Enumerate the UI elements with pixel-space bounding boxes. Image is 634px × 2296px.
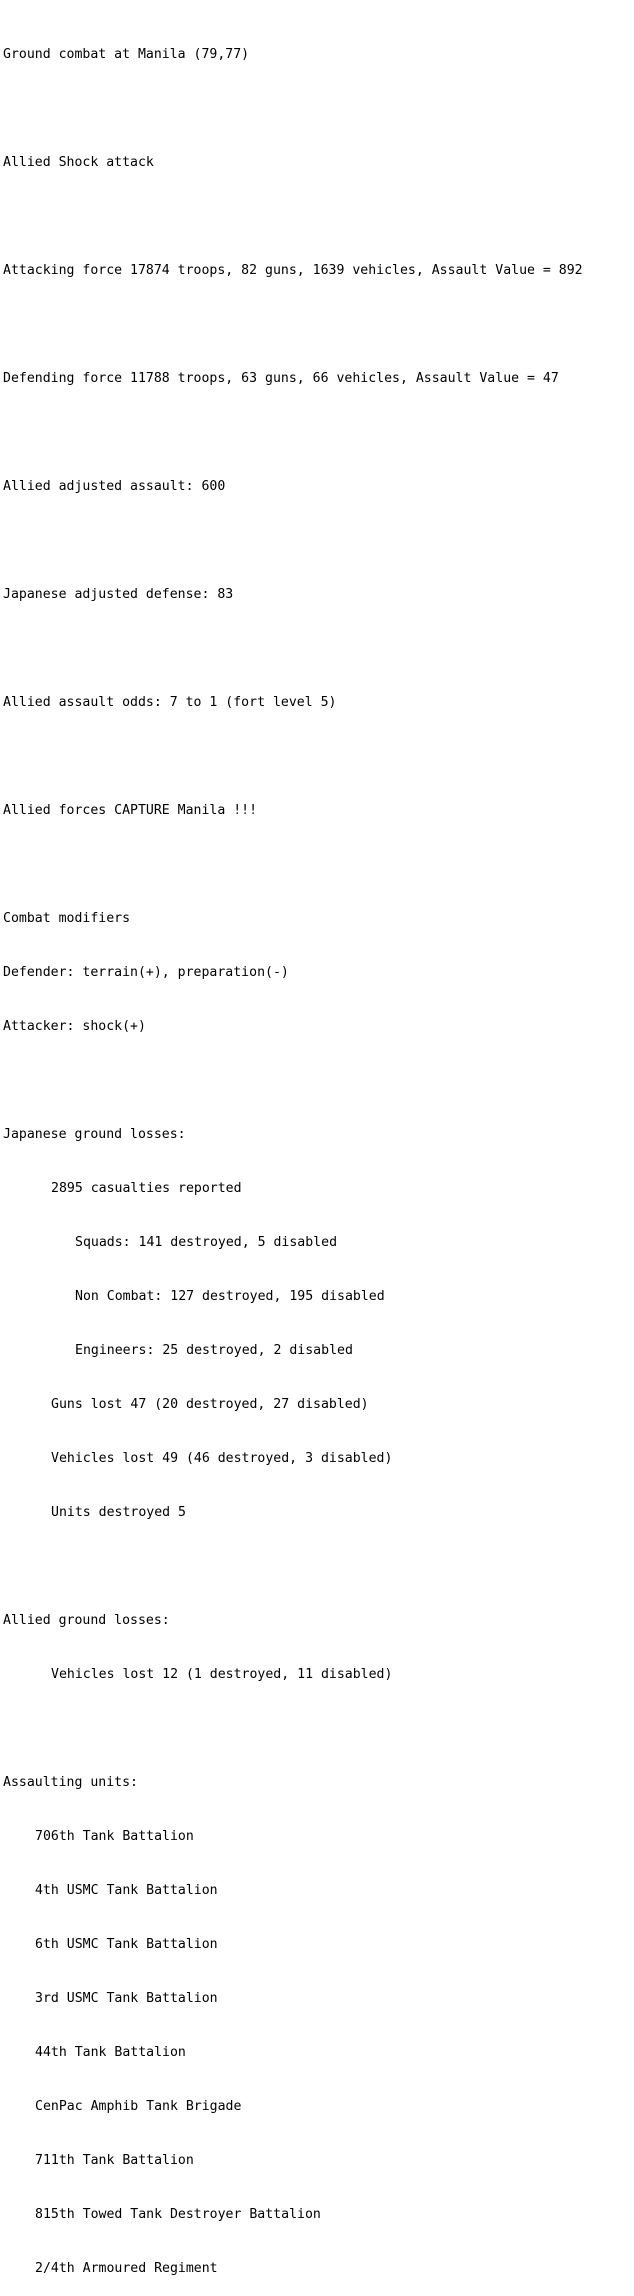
- japanese-casualties: 2895 casualties reported: [51, 1181, 242, 1196]
- combat-report: [3, 10, 583, 2296]
- defending-force: Defending force 11788 troops, 63 guns, 66 vehicles, Assault Value = 47: [3, 371, 559, 386]
- spacer: [3, 100, 583, 118]
- assaulting-unit: 815th Towed Tank Destroyer Battalion: [35, 2207, 321, 2222]
- defender-modifiers: Defender: terrain(+), preparation(-): [3, 965, 289, 980]
- spacer: [3, 640, 583, 658]
- spacer: [3, 1720, 583, 1738]
- allied-vehicles-lost: Vehicles lost 12 (1 destroyed, 11 disabled): [51, 1667, 393, 1682]
- spacer: [3, 208, 583, 226]
- japanese-engineers-lost: Engineers: 25 destroyed, 2 disabled: [75, 1343, 353, 1358]
- japanese-squads-lost: Squads: 141 destroyed, 5 disabled: [75, 1235, 338, 1250]
- attacking-force: Attacking force 17874 troops, 82 guns, 1639 vehicles, Assault Value = 892: [3, 263, 583, 278]
- japanese-non-combat-lost: Non Combat: 127 destroyed, 195 disabled: [75, 1289, 385, 1304]
- attack-type: Allied Shock attack: [3, 155, 154, 170]
- assaulting-unit: 44th Tank Battalion: [35, 2045, 186, 2060]
- report-header: Ground combat at Manila (79,77): [3, 47, 250, 62]
- spacer: [3, 1072, 583, 1090]
- japanese-losses-title: Japanese ground losses:: [3, 1127, 186, 1142]
- assaulting-unit: 3rd USMC Tank Battalion: [35, 1991, 218, 2006]
- japanese-vehicles-lost: Vehicles lost 49 (46 destroyed, 3 disabled): [51, 1451, 393, 1466]
- spacer: [3, 424, 583, 442]
- assaulting-unit: 4th USMC Tank Battalion: [35, 1883, 218, 1898]
- japanese-adjusted-defense: Japanese adjusted defense: 83: [3, 587, 234, 602]
- spacer: [3, 316, 583, 334]
- spacer: [3, 1558, 583, 1576]
- assault-odds: Allied assault odds: 7 to 1 (fort level 5): [3, 695, 337, 710]
- assaulting-unit: 2/4th Armoured Regiment: [35, 2261, 218, 2276]
- japanese-guns-lost: Guns lost 47 (20 destroyed, 27 disabled): [51, 1397, 369, 1412]
- japanese-units-destroyed: Units destroyed 5: [51, 1505, 186, 1520]
- allied-losses-title: Allied ground losses:: [3, 1613, 170, 1628]
- allied-adjusted-assault: Allied adjusted assault: 600: [3, 479, 226, 494]
- assaulting-units-title: Assaulting units:: [3, 1775, 138, 1790]
- assaulting-unit: 711th Tank Battalion: [35, 2153, 194, 2168]
- attacker-modifiers: Attacker: shock(+): [3, 1019, 146, 1034]
- spacer: [3, 856, 583, 874]
- assaulting-unit: 6th USMC Tank Battalion: [35, 1937, 218, 1952]
- spacer: [3, 748, 583, 766]
- assaulting-unit: CenPac Amphib Tank Brigade: [35, 2099, 242, 2114]
- combat-modifiers-title: Combat modifiers: [3, 911, 131, 926]
- assaulting-unit: 706th Tank Battalion: [35, 1829, 194, 1844]
- spacer: [3, 532, 583, 550]
- capture-message: Allied forces CAPTURE Manila !!!: [3, 803, 258, 818]
